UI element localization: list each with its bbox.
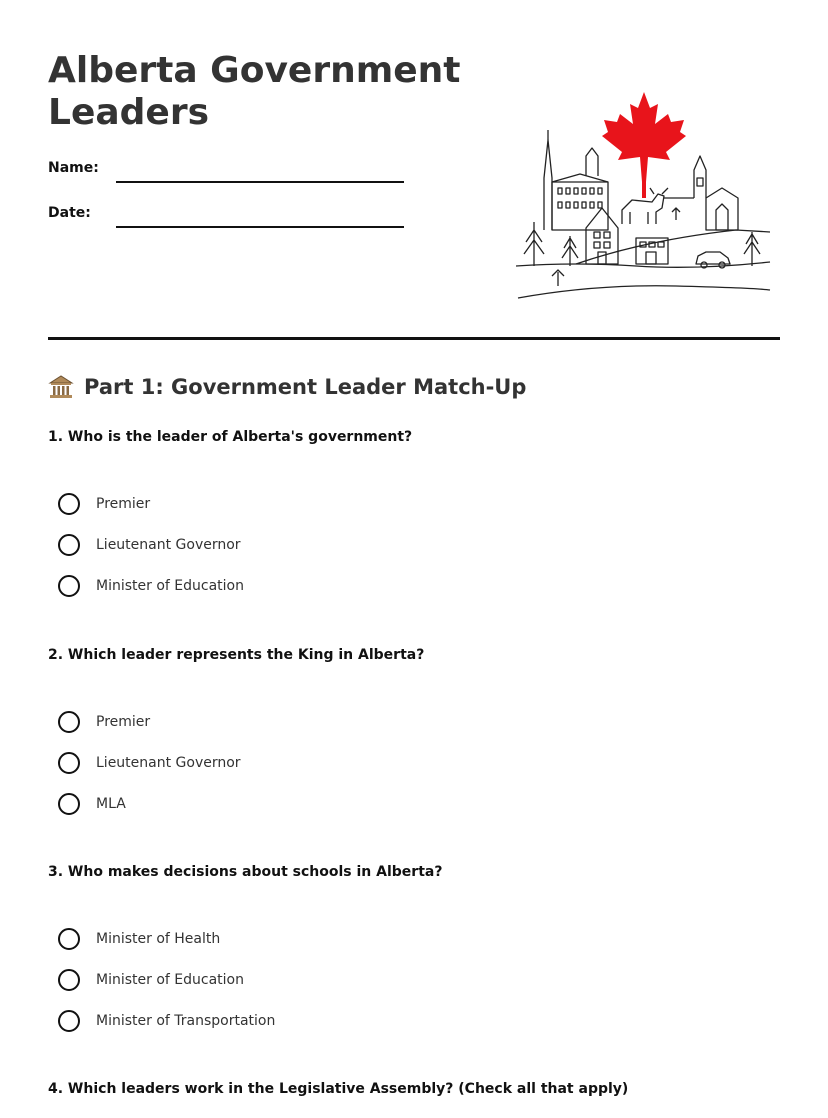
question-text: 1. Who is the leader of Alberta's government? [48,429,413,445]
alberta-town-maple-leaf-illustration [516,90,780,308]
option-premier[interactable] [58,701,241,742]
option-label: Minister of Education [96,577,244,594]
option-minister-of-education[interactable] [58,565,244,606]
option-minister-of-transportation[interactable] [58,1000,275,1041]
option-lieutenant-governor[interactable] [58,742,241,783]
option-premier[interactable] [58,483,244,524]
radio-button[interactable] [58,575,80,597]
option-mla[interactable] [58,783,241,824]
section-divider [48,337,780,340]
radio-button[interactable] [58,534,80,556]
radio-button[interactable] [58,752,80,774]
question-text: 4. Which leaders work in the Legislative Assembly? (Check all that apply) [48,1081,629,1097]
question-2 [48,647,780,812]
radio-button[interactable] [58,1010,80,1032]
radio-button[interactable] [58,493,80,515]
option-list [58,483,244,606]
section-heading [48,374,526,400]
option-label: Premier [96,495,151,512]
radio-button[interactable] [58,928,80,950]
radio-button[interactable] [58,969,80,991]
question-1 [48,429,780,594]
question-3 [48,864,780,1029]
option-minister-of-education[interactable] [58,959,275,1000]
radio-button[interactable] [58,793,80,815]
name-line[interactable] [116,181,404,183]
option-lieutenant-governor[interactable] [58,524,244,565]
date-label: Date: [48,205,91,221]
option-minister-of-health[interactable] [58,918,275,959]
date-line[interactable] [116,226,404,228]
radio-button[interactable] [58,711,80,733]
question-text: 2. Which leader represents the King in Alberta? [48,647,425,663]
option-label: Lieutenant Governor [96,754,241,771]
name-label: Name: [48,160,99,176]
option-label: Lieutenant Governor [96,536,241,553]
option-label: Minister of Education [96,971,244,988]
option-label: MLA [96,795,126,812]
name-field[interactable] [48,160,408,190]
option-label: Premier [96,713,151,730]
section-title: Part 1: Government Leader Match-Up [84,375,527,399]
worksheet-title: Alberta Government Leaders [48,50,461,133]
question-text: 3. Who makes decisions about schools in Alberta? [48,864,443,880]
date-field[interactable] [48,205,408,235]
option-list [58,701,241,824]
option-label: Minister of Transportation [96,1012,276,1029]
option-list [58,918,275,1041]
option-label: Minister of Health [96,930,221,947]
classical-building-icon [48,374,74,400]
question-4 [48,1081,780,1097]
